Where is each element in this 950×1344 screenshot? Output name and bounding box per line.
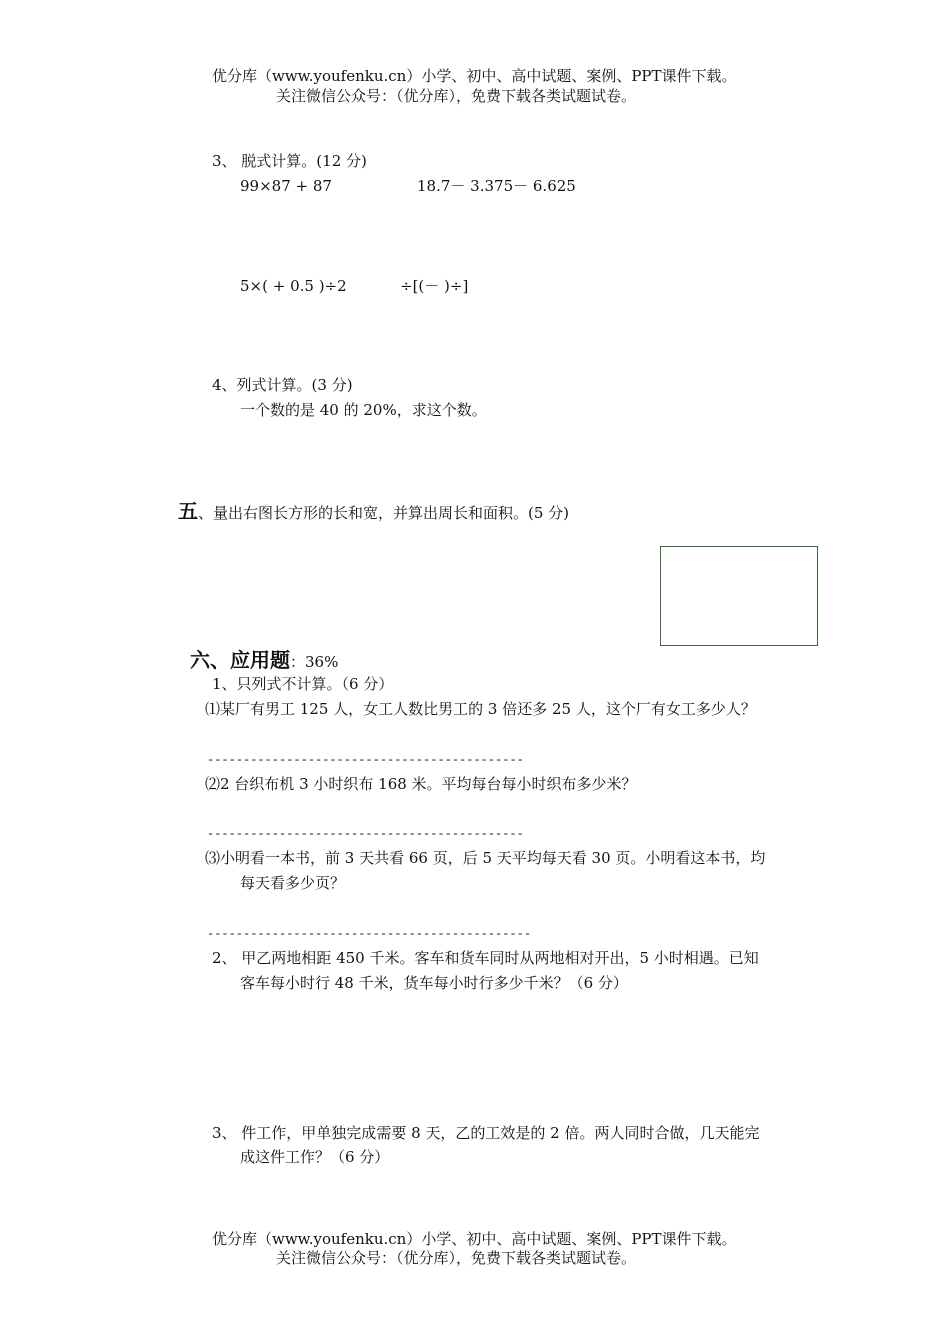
header-line-1: 优分库（www.youfenku.cn）小学、初中、高中试题、案例、PPT课件下载。 (212, 67, 737, 85)
q3-expression-4: ÷[(－ )÷] (400, 277, 469, 295)
problem-3-line-1: ⑶小明看一本书，前 3 天共看 66 页，后 5 天平均每天看 30 页。小明看这本书，均 (205, 849, 766, 867)
section-5-heading (178, 499, 569, 523)
answer-line-1: -------------------------------------------- (207, 753, 524, 767)
q3-title: 3、 脱式计算。(12 分) (212, 152, 367, 170)
q4-text: 一个数的是 40 的 20%，求这个数。 (240, 401, 487, 419)
section-6-sub1-title: 1、只列式不计算。（6 分） (212, 675, 394, 693)
question-2-line-2: 客车每小时行 48 千米，货车每小时行多少千米？（6 分） (240, 974, 628, 992)
problem-2: ⑵2 台织布机 3 小时织布 168 米。平均每台每小时织布多少米？ (205, 775, 637, 793)
q4-title: 4、列式计算。(3 分) (212, 376, 353, 394)
q3-expression-1: 99×87 + 87 (240, 177, 332, 195)
footer-line-2: 关注微信公众号：（优分库），免费下载各类试题试卷。 (276, 1249, 637, 1267)
question-3-line-2: 成这件工作？（6 分） (240, 1148, 390, 1166)
q3-expression-2: 18.7－ 3.375－ 6.625 (417, 177, 576, 195)
q3-expression-3: 5×( + 0.5 )÷2 (240, 277, 347, 295)
footer-line-1: 优分库（www.youfenku.cn）小学、初中、高中试题、案例、PPT课件下载。 (212, 1230, 737, 1248)
answer-line-3: --------------------------------------------- (207, 927, 532, 941)
header-line-2: 关注微信公众号：（优分库），免费下载各类试题试卷。 (276, 87, 637, 105)
section-5-text: 、量出右图长方形的长和宽，并算出周长和面积。(5 分) (198, 504, 570, 522)
section-6-title: 六、应用题 (190, 648, 290, 672)
section-6-percent: ：36% (290, 653, 339, 671)
problem-1: ⑴某厂有男工 125 人，女工人数比男工的 3 倍还多 25 人，这个厂有女工多少人？ (205, 700, 756, 718)
question-3-line-1: 3、 件工作，甲单独完成需要 8 天，乙的工效是的 2 倍。两人同时合做，几天能完 (212, 1124, 760, 1142)
answer-line-2: -------------------------------------------- (207, 827, 524, 841)
rectangle-figure (660, 546, 818, 646)
section-5-number: 五 (178, 499, 198, 523)
question-2-line-1: 2、 甲乙两地相距 450 千米。客车和货车同时从两地相对开出，5 小时相遇。已知 (212, 949, 759, 967)
section-6-heading (190, 648, 338, 672)
problem-3-line-2: 每天看多少页？ (240, 874, 346, 892)
